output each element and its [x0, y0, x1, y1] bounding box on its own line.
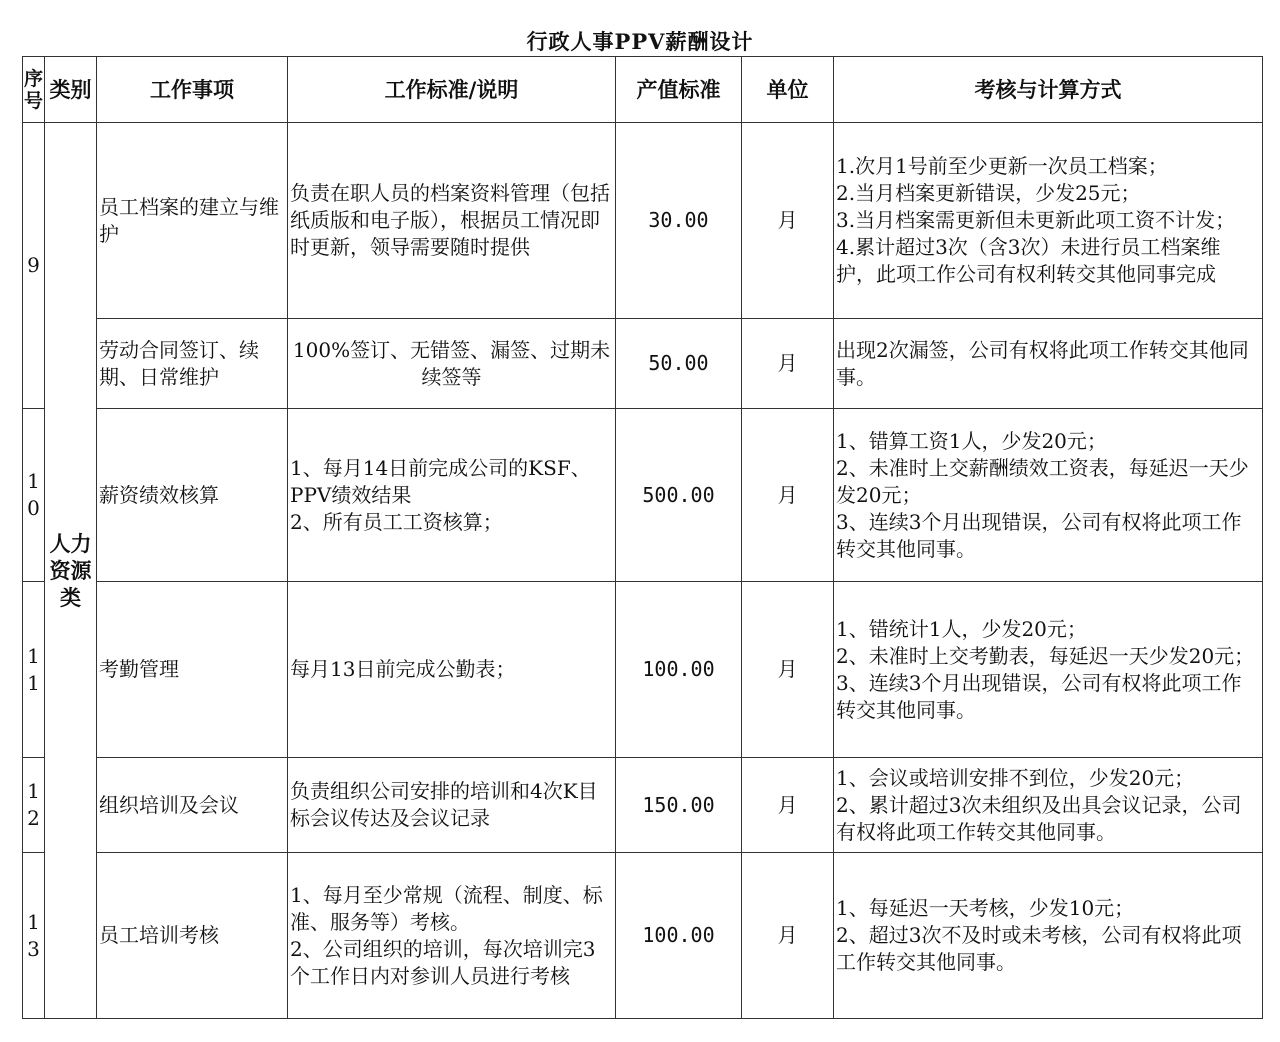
table-row — [23, 319, 1263, 409]
standard-cell: 负责组织公司安排的培训和4次K目标会议传达及会议记录 — [288, 758, 616, 853]
method-cell: 1、每延迟一天考核，少发10元； 2、超过3次不及时或未考核，公司有权将此项工作转交其他同事。 — [834, 853, 1263, 1019]
method-cell: 1.次月1号前至少更新一次员工档案； 2.当月档案更新错误，少发25元； 3.当月档案需更新但未更新此项工资不计发； 4.累计超过3次（含3次）未进行员工档案维护，此项工作公司有权利转交其他同事完成 — [834, 123, 1263, 319]
unit-cell: 月 — [742, 319, 834, 409]
table-row — [23, 123, 1263, 319]
category-cell: 人力资源类 — [45, 123, 97, 1019]
value-cell: 150.00 — [616, 758, 742, 853]
unit-cell: 月 — [742, 409, 834, 582]
header-row — [23, 57, 1263, 123]
task-cell: 劳动合同签订、续期、日常维护 — [97, 319, 288, 409]
table-row — [23, 853, 1263, 1019]
method-cell: 1、会议或培训安排不到位，少发20元； 2、累计超过3次未组织及出具会议记录，公司有权将此项工作转交其他同事。 — [834, 758, 1263, 853]
seq-cell: 10 — [23, 409, 45, 582]
header-category: 类别 — [45, 57, 97, 123]
unit-cell: 月 — [742, 758, 834, 853]
unit-cell: 月 — [742, 123, 834, 319]
task-cell: 组织培训及会议 — [97, 758, 288, 853]
value-cell: 30.00 — [616, 123, 742, 319]
task-cell: 员工培训考核 — [97, 853, 288, 1019]
seq-cell: 9 — [23, 123, 45, 409]
method-cell: 出现2次漏签，公司有权将此项工作转交其他同事。 — [834, 319, 1263, 409]
header-value: 产值标准 — [616, 57, 742, 123]
header-task: 工作事项 — [97, 57, 288, 123]
table-row — [23, 758, 1263, 853]
task-cell: 考勤管理 — [97, 582, 288, 758]
standard-cell: 每月13日前完成公勤表； — [288, 582, 616, 758]
seq-cell: 11 — [23, 582, 45, 758]
value-cell: 100.00 — [616, 582, 742, 758]
method-cell: 1、错统计1人，少发20元； 2、未准时上交考勤表，每延迟一天少发20元； 3、连续3个月出现错误，公司有权将此项工作转交其他同事。 — [834, 582, 1263, 758]
table-row — [23, 582, 1263, 758]
value-cell: 500.00 — [616, 409, 742, 582]
task-cell: 薪资绩效核算 — [97, 409, 288, 582]
salary-design-table — [22, 56, 1263, 1019]
standard-cell: 100%签订、无错签、漏签、过期未续签等 — [288, 319, 616, 409]
document-title: 行政人事PPV薪酬设计 — [526, 29, 754, 54]
header-unit: 单位 — [742, 57, 834, 123]
header-standard: 工作标准/说明 — [288, 57, 616, 123]
method-cell: 1、错算工资1人，少发20元； 2、未准时上交薪酬绩效工资表，每延迟一天少发20元； 3、连续3个月出现错误，公司有权将此项工作转交其他同事。 — [834, 409, 1263, 582]
seq-cell: 12 — [23, 758, 45, 853]
header-seq: 序号 — [23, 57, 45, 123]
unit-cell: 月 — [742, 853, 834, 1019]
value-cell: 50.00 — [616, 319, 742, 409]
table-row — [23, 409, 1263, 582]
header-method: 考核与计算方式 — [834, 57, 1263, 123]
standard-cell: 1、每月至少常规（流程、制度、标准、服务等）考核。 2、公司组织的培训，每次培训完3个工作日内对参训人员进行考核 — [288, 853, 616, 1019]
standard-cell: 负责在职人员的档案资料管理（包括纸质版和电子版），根据员工情况即时更新，领导需要随时提供 — [288, 123, 616, 319]
standard-cell: 1、每月14日前完成公司的KSF、PPV绩效结果 2、所有员工工资核算； — [288, 409, 616, 582]
seq-cell: 13 — [23, 853, 45, 1019]
unit-cell: 月 — [742, 582, 834, 758]
value-cell: 100.00 — [616, 853, 742, 1019]
task-cell: 员工档案的建立与维护 — [97, 123, 288, 319]
